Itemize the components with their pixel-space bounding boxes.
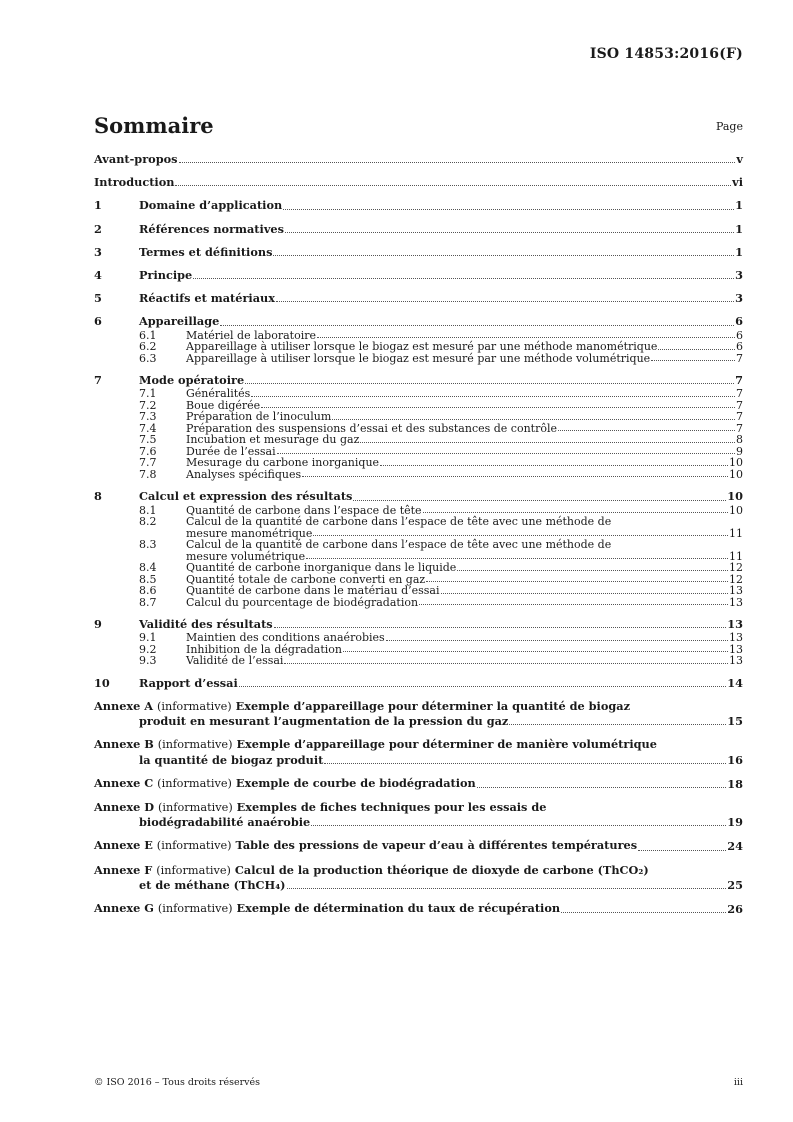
dot-leader: [311, 824, 726, 826]
annex-label: Annexe C: [94, 775, 154, 790]
dot-leader: [380, 464, 728, 466]
subsection-number: 9.3: [139, 654, 157, 668]
subsection-title: Analyses spécifiques: [186, 467, 302, 481]
toc-page-number: 16: [727, 752, 743, 767]
section-title: Mode opératoire: [139, 373, 245, 388]
toc-link[interactable]: [94, 699, 743, 714]
toc-section: [94, 291, 743, 305]
toc-link[interactable]: [94, 617, 743, 631]
annex-title: Calcul de la production théorique de dioxyde de carbone (ThCO₂): [234, 862, 649, 877]
footer-copyright: © ISO 2016 – Tous droits réservés: [94, 1077, 261, 1088]
toc-link-continuation[interactable]: [94, 878, 743, 892]
dot-leader: [273, 254, 734, 256]
annex-heading: [94, 776, 476, 791]
annex-title: Exemple de courbe de biodégradation: [235, 775, 476, 790]
subsection-number: 7.6: [139, 444, 157, 458]
annex-label: Annexe E: [94, 838, 153, 853]
toc-section: [94, 314, 743, 364]
dot-leader: [287, 887, 727, 889]
subsection-title: Généralités: [186, 387, 251, 401]
dot-leader: [638, 849, 726, 851]
annex-kind: (informative): [157, 901, 233, 915]
toc-annex: [94, 838, 743, 853]
dot-leader: [457, 569, 728, 571]
annex-title-cont: biodégradabilité anaérobie: [139, 815, 311, 830]
subsection-title-cont: mesure manométrique: [186, 526, 313, 540]
page-column-label: Page: [715, 120, 743, 133]
toc-page-number: 6: [736, 328, 743, 342]
toc-link[interactable]: [94, 901, 743, 916]
annex-kind: (informative): [156, 839, 232, 853]
toc-link-continuation[interactable]: [94, 753, 743, 767]
section-title: Références normatives: [139, 221, 284, 236]
toc-link-continuation[interactable]: [94, 714, 743, 728]
section-number: 2: [94, 221, 102, 236]
section-title: Rapport d’essai: [139, 675, 238, 690]
section-title: Principe: [139, 268, 193, 283]
toc-link[interactable]: [94, 489, 743, 503]
section-number: 3: [94, 244, 102, 259]
toc-link[interactable]: [94, 585, 743, 597]
toc-section: [94, 268, 743, 282]
subsection-title: Durée de l’essai: [186, 444, 276, 458]
toc-page-number: 10: [729, 503, 743, 517]
toc-page-number: 10: [729, 456, 743, 470]
dot-leader: [317, 336, 735, 338]
toc-header: [94, 113, 743, 139]
dot-leader: [426, 580, 728, 582]
section-number: 8: [94, 489, 102, 504]
toc-entry-title: Introduction: [94, 175, 175, 190]
toc-page-number: 13: [729, 654, 743, 668]
dot-leader: [251, 395, 735, 397]
toc-page-number: 3: [735, 291, 743, 306]
toc-page-number: 15: [727, 714, 743, 729]
subsection-number: 8.6: [139, 584, 157, 598]
toc-link[interactable]: [94, 838, 743, 853]
toc-link[interactable]: [94, 655, 743, 667]
toc-link-continuation[interactable]: [94, 815, 743, 829]
toc-section: [94, 373, 743, 480]
toc-page-number: 11: [729, 526, 743, 540]
toc-page-number: 3: [735, 268, 743, 283]
annex-title: Exemple d’appareillage pour déterminer la quantité de biogaz: [235, 698, 630, 713]
toc-page-number: v: [736, 152, 743, 166]
annex-label: Annexe D: [94, 799, 155, 814]
toc-section: [94, 489, 743, 608]
toc-page-number: 26: [727, 901, 743, 916]
toc-page-number: 13: [729, 631, 743, 645]
toc-link[interactable]: [94, 562, 743, 574]
subsection-title: Inhibition de la dégradation: [186, 642, 343, 656]
page-title: Sommaire: [94, 113, 214, 138]
dot-leader: [658, 348, 735, 350]
toc-page-number: 13: [729, 642, 743, 656]
dot-leader: [419, 603, 728, 605]
subsection-title: Maintien des conditions anaérobies: [186, 631, 385, 645]
dot-leader: [313, 534, 728, 536]
toc-annex: [94, 901, 743, 916]
toc-link[interactable]: [94, 737, 743, 752]
annex-kind: (informative): [157, 800, 233, 814]
toc-link[interactable]: [94, 314, 743, 328]
annex-title: Exemple d’appareillage pour déterminer de manière volumétrique: [236, 737, 657, 752]
subsection-title: Boue digérée: [186, 398, 261, 412]
subsection-number: 7.2: [139, 398, 157, 412]
section-title: Calcul et expression des résultats: [139, 489, 353, 504]
section-number: 6: [94, 314, 102, 329]
toc-link[interactable]: [94, 373, 743, 387]
toc-section: [94, 198, 743, 212]
annex-title-cont: produit en mesurant l’augmentation de la pression du gaz: [139, 714, 509, 729]
toc-page-number: 12: [729, 561, 743, 575]
dot-leader: [274, 626, 727, 628]
dot-leader: [558, 429, 735, 431]
dot-leader: [220, 324, 734, 326]
annex-title: Table des pressions de vapeur d’eau à différentes températures: [235, 838, 638, 853]
toc-link[interactable]: [94, 353, 743, 365]
toc-page-number: 8: [736, 433, 743, 447]
subsection-number: 7.3: [139, 410, 157, 424]
annex-heading: [94, 838, 637, 853]
annex-label: Annexe A: [94, 698, 153, 713]
annex-title-cont: la quantité de biogaz produit: [139, 752, 324, 767]
dot-leader: [306, 557, 728, 559]
toc-link[interactable]: [94, 268, 743, 282]
dot-leader: [179, 161, 736, 163]
toc-link[interactable]: [94, 152, 743, 166]
toc-link[interactable]: [94, 198, 743, 212]
dot-leader: [285, 231, 734, 233]
dot-leader: [561, 911, 726, 913]
subsection-number: 8.4: [139, 561, 157, 575]
toc-section: [94, 222, 743, 236]
dot-leader: [261, 406, 735, 408]
subsection-number: 6.1: [139, 328, 157, 342]
toc-page-number: 7: [736, 410, 743, 424]
toc-page-number: 19: [727, 815, 743, 830]
subsection-title: Incubation et mesurage du gaz: [186, 433, 360, 447]
subsection-title: Préparation de l’inoculum: [186, 410, 332, 424]
dot-leader: [283, 208, 734, 210]
subsection-title: Validité de l’essai: [186, 654, 284, 668]
toc-annex: [94, 863, 743, 892]
dot-leader: [423, 511, 728, 513]
toc-link[interactable]: [94, 539, 743, 551]
toc-annex: [94, 800, 743, 829]
toc-page-number: 6: [736, 340, 743, 354]
dot-leader: [239, 685, 727, 687]
toc-link[interactable]: [94, 800, 743, 815]
dot-leader: [324, 762, 726, 764]
subsection-number: 8.5: [139, 572, 157, 586]
toc-page-number: 1: [735, 221, 743, 236]
subsection-title: Calcul de la quantité de carbone dans l’espace de tête avec une méthode de: [186, 538, 612, 552]
annex-heading: [94, 737, 657, 752]
toc-link[interactable]: [94, 245, 743, 259]
toc-page-number: 6: [735, 314, 743, 329]
subsection-title: Préparation des suspensions d’essai et des substances de contrôle: [186, 421, 558, 435]
section-number: 1: [94, 198, 102, 213]
toc-page-number: 13: [727, 617, 743, 632]
annex-heading: [94, 699, 630, 714]
toc-link[interactable]: [94, 341, 743, 353]
annex-title: Exemple de détermination du taux de récupération: [236, 900, 561, 915]
subsection-title: Appareillage à utiliser lorsque le biogaz est mesuré par une méthode volumétrique: [186, 351, 651, 365]
annex-title: Exemples de fiches techniques pour les essais de: [236, 799, 547, 814]
toc-page-number: 13: [729, 584, 743, 598]
subsection-number: 8.2: [139, 515, 157, 529]
toc-page-number: 7: [736, 421, 743, 435]
toc-page-number: 7: [736, 387, 743, 401]
section-number: 10: [94, 675, 110, 690]
toc-page-number: 7: [736, 398, 743, 412]
toc-link[interactable]: [94, 175, 743, 189]
toc-entry: [94, 175, 743, 189]
footer-page-number: iii: [733, 1077, 743, 1088]
toc-annex: [94, 699, 743, 728]
toc-page-number: 14: [727, 675, 743, 690]
annex-kind: (informative): [156, 863, 231, 877]
dot-leader: [360, 441, 735, 443]
dot-leader: [284, 662, 728, 664]
toc-link[interactable]: [94, 676, 743, 690]
toc-entry-title: Avant-propos: [94, 152, 178, 166]
document-identifier: ISO 14853:2016(F): [589, 46, 743, 62]
annex-heading: [94, 800, 546, 815]
toc-page-number: 13: [729, 595, 743, 609]
table-of-contents: [94, 152, 743, 925]
section-number: 5: [94, 291, 102, 306]
toc-page-number: 1: [735, 244, 743, 259]
subsection-title: Quantité de carbone dans le matériau d’essai: [186, 584, 440, 598]
subsection-title: Quantité totale de carbone converti en gaz: [186, 572, 426, 586]
toc-link[interactable]: [94, 863, 743, 878]
subsection-number: 9.1: [139, 631, 157, 645]
toc-page-number: 12: [729, 572, 743, 586]
subsection-number: 7.5: [139, 433, 157, 447]
section-number: 9: [94, 617, 102, 632]
toc-page-number: 11: [729, 549, 743, 563]
toc-page-number: 10: [727, 489, 743, 504]
toc-page-number: 9: [736, 444, 743, 458]
annex-heading: [94, 863, 649, 878]
toc-page-number: 18: [727, 776, 743, 791]
dot-leader: [193, 277, 734, 279]
toc-page-number: 10: [729, 467, 743, 481]
subsection-title: Quantité de carbone inorganique dans le liquide: [186, 561, 457, 575]
section-number: 7: [94, 373, 102, 388]
subsection-number: 7.7: [139, 456, 157, 470]
toc-page-number: 24: [727, 839, 743, 854]
section-number: 4: [94, 268, 102, 283]
annex-label: Annexe F: [94, 862, 153, 877]
toc-annex: [94, 776, 743, 791]
annex-kind: (informative): [157, 738, 233, 752]
toc-link[interactable]: [94, 516, 743, 528]
subsection-title-cont: mesure volumétrique: [186, 549, 306, 563]
subsection-number: 8.1: [139, 503, 157, 517]
section-title: Appareillage: [139, 314, 220, 329]
annex-heading: [94, 901, 560, 916]
dot-leader: [175, 184, 731, 186]
dot-leader: [509, 723, 726, 725]
subsection-number: 7.8: [139, 467, 157, 481]
dot-leader: [477, 786, 726, 788]
section-title: Validité des résultats: [139, 617, 273, 632]
dot-leader: [245, 382, 734, 384]
subsection-number: 9.2: [139, 642, 157, 656]
toc-page-number: 7: [736, 351, 743, 365]
toc-link[interactable]: [94, 632, 743, 644]
dot-leader: [302, 475, 728, 477]
dot-leader: [441, 592, 729, 594]
dot-leader: [276, 300, 734, 302]
section-title: Termes et définitions: [139, 244, 273, 259]
section-title: Domaine d’application: [139, 198, 283, 213]
subsection-number: 6.2: [139, 340, 157, 354]
toc-entry: [94, 152, 743, 166]
dot-leader: [353, 499, 726, 501]
dot-leader: [277, 452, 735, 454]
toc-page-number: 1: [735, 198, 743, 213]
annex-label: Annexe G: [94, 900, 154, 915]
subsection-number: 7.1: [139, 387, 157, 401]
subsection-title: Quantité de carbone dans l’espace de tête: [186, 503, 422, 517]
subsection-number: 7.4: [139, 421, 157, 435]
annex-title-cont: et de méthane (ThCH₄): [139, 877, 286, 892]
dot-leader: [343, 650, 728, 652]
toc-page-number: 7: [735, 373, 743, 388]
dot-leader: [386, 639, 728, 641]
subsection-title: Mesurage du carbone inorganique: [186, 456, 380, 470]
annex-kind: (informative): [157, 776, 232, 790]
toc-link[interactable]: [94, 469, 743, 481]
subsection-title: Calcul du pourcentage de biodégradation: [186, 595, 419, 609]
subsection-title: Calcul de la quantité de carbone dans l’espace de tête avec une méthode de: [186, 515, 612, 529]
subsection-title: Matériel de laboratoire: [186, 328, 316, 342]
toc-page-number: 25: [727, 877, 743, 892]
subsection-number: 6.3: [139, 351, 157, 365]
toc-link[interactable]: [94, 597, 743, 609]
subsection-number: 8.3: [139, 538, 157, 552]
section-title: Réactifs et matériaux: [139, 291, 275, 306]
toc-section: [94, 676, 743, 690]
subsection-number: 8.7: [139, 595, 157, 609]
toc-link[interactable]: [94, 291, 743, 305]
annex-kind: (informative): [156, 699, 232, 713]
toc-link[interactable]: [94, 222, 743, 236]
toc-section: [94, 245, 743, 259]
dot-leader: [651, 359, 735, 361]
toc-section: [94, 617, 743, 667]
toc-annex: [94, 737, 743, 766]
annex-label: Annexe B: [94, 737, 154, 752]
dot-leader: [332, 418, 735, 420]
subsection-title: Appareillage à utiliser lorsque le biogaz est mesuré par une méthode manométrique: [186, 340, 658, 354]
toc-link[interactable]: [94, 776, 743, 791]
toc-page-number: vi: [732, 175, 743, 190]
